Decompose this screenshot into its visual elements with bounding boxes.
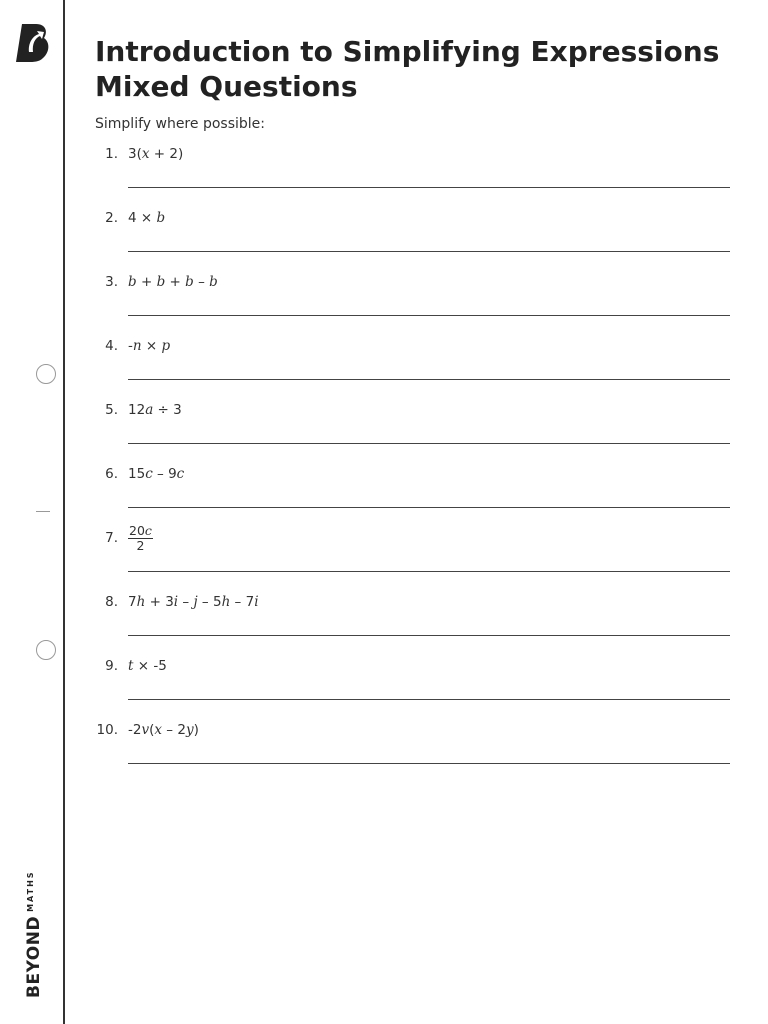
variable: x [141, 146, 150, 162]
answer-line[interactable] [128, 571, 730, 572]
fraction [128, 524, 153, 553]
question-number: 6. [105, 466, 118, 482]
variable: p [161, 338, 171, 354]
fraction-numerator [128, 524, 153, 539]
expression-text: 15 [128, 466, 146, 482]
answer-line[interactable] [128, 763, 730, 764]
expression-text: + [136, 274, 157, 290]
question-7 [90, 523, 730, 594]
variable: b [128, 274, 137, 290]
question-number: 7. [105, 530, 118, 546]
answer-line[interactable] [128, 699, 730, 700]
answer-line[interactable] [128, 507, 730, 508]
answer-line[interactable] [128, 315, 730, 316]
expression-text: ) [193, 722, 199, 738]
expression-text: – [178, 594, 194, 610]
vertical-brand [24, 870, 44, 998]
question-3 [90, 274, 730, 338]
expression-text: 3( [128, 146, 142, 162]
expression-text: + 3 [145, 594, 174, 610]
expression-text: + [165, 274, 186, 290]
variable: b [185, 274, 194, 290]
expression-text: 4 × [128, 210, 157, 226]
instruction-text: Simplify where possible: [95, 116, 265, 132]
answer-line[interactable] [128, 251, 730, 252]
expression-text: 7 [128, 594, 137, 610]
question-expression [128, 722, 199, 738]
expression-text: × -5 [133, 658, 167, 674]
expression-text: – 7 [230, 594, 255, 610]
expression-text: – 5 [197, 594, 222, 610]
variable: a [145, 402, 154, 418]
question-expression [128, 466, 184, 482]
question-expression [128, 274, 218, 290]
answer-line[interactable] [128, 443, 730, 444]
variable: n [132, 338, 142, 354]
question-number: 2. [105, 210, 118, 226]
page-title-line-1: Introduction to Simplifying Expressions [95, 35, 720, 68]
variable: b [156, 274, 166, 290]
expression-text: - [128, 338, 133, 354]
expression-text: 12 [128, 402, 146, 418]
variable: b [209, 274, 218, 290]
variable: i [254, 594, 259, 610]
question-number: 8. [105, 594, 118, 610]
question-number: 9. [105, 658, 118, 674]
question-8 [90, 594, 730, 658]
variable: y [185, 722, 194, 738]
page-title [95, 34, 755, 104]
variable: x [154, 722, 163, 738]
page-title-line-2: Mixed Questions [95, 70, 358, 103]
brand-sub: MATHS [26, 870, 35, 912]
variable: t [128, 658, 134, 674]
question-9 [90, 658, 730, 722]
expression-text: – 9 [152, 466, 177, 482]
variable: v [141, 722, 150, 738]
variable: b [156, 210, 166, 226]
variable: c [145, 466, 153, 482]
expression-text: × [141, 338, 162, 354]
question-expression [128, 594, 259, 610]
answer-line[interactable] [128, 187, 730, 188]
question-number: 3. [105, 274, 118, 290]
fraction-denominator: 2 [136, 538, 145, 553]
variable: j [193, 594, 198, 610]
expression-text: – [193, 274, 210, 290]
question-expression [128, 523, 153, 559]
question-10 [90, 722, 730, 786]
variable: c [176, 466, 185, 482]
expression-text: + 2) [149, 146, 184, 162]
question-number: 1. [105, 146, 118, 162]
margin-line [63, 0, 65, 1024]
expression-text: ( [149, 722, 155, 738]
expression-text: -2 [128, 722, 142, 738]
question-number: 5. [105, 402, 118, 418]
question-number: 10. [96, 722, 118, 738]
answer-line[interactable] [128, 635, 730, 636]
question-expression [128, 338, 170, 354]
question-expression [128, 210, 165, 226]
answer-line[interactable] [128, 379, 730, 380]
expression-text: ÷ 3 [153, 402, 182, 418]
question-2 [90, 210, 730, 274]
punch-hole-lower [36, 640, 56, 660]
question-number: 4. [105, 338, 118, 354]
numerator-coefficient: 20 [129, 523, 145, 538]
beyond-maths-logo-icon [16, 22, 50, 64]
question-5 [90, 402, 730, 466]
center-mark [36, 511, 50, 512]
question-expression [128, 658, 167, 674]
punch-hole-upper [36, 364, 56, 384]
numerator-variable: c [144, 523, 152, 538]
expression-text: – 2 [162, 722, 186, 738]
variable: h [221, 594, 231, 610]
variable: h [136, 594, 146, 610]
question-expression [128, 402, 182, 418]
brand-name: BEYOND [24, 915, 44, 998]
variable: i [173, 594, 179, 610]
question-6 [90, 466, 730, 530]
question-expression [128, 146, 183, 162]
question-1 [90, 146, 730, 210]
question-4 [90, 338, 730, 402]
